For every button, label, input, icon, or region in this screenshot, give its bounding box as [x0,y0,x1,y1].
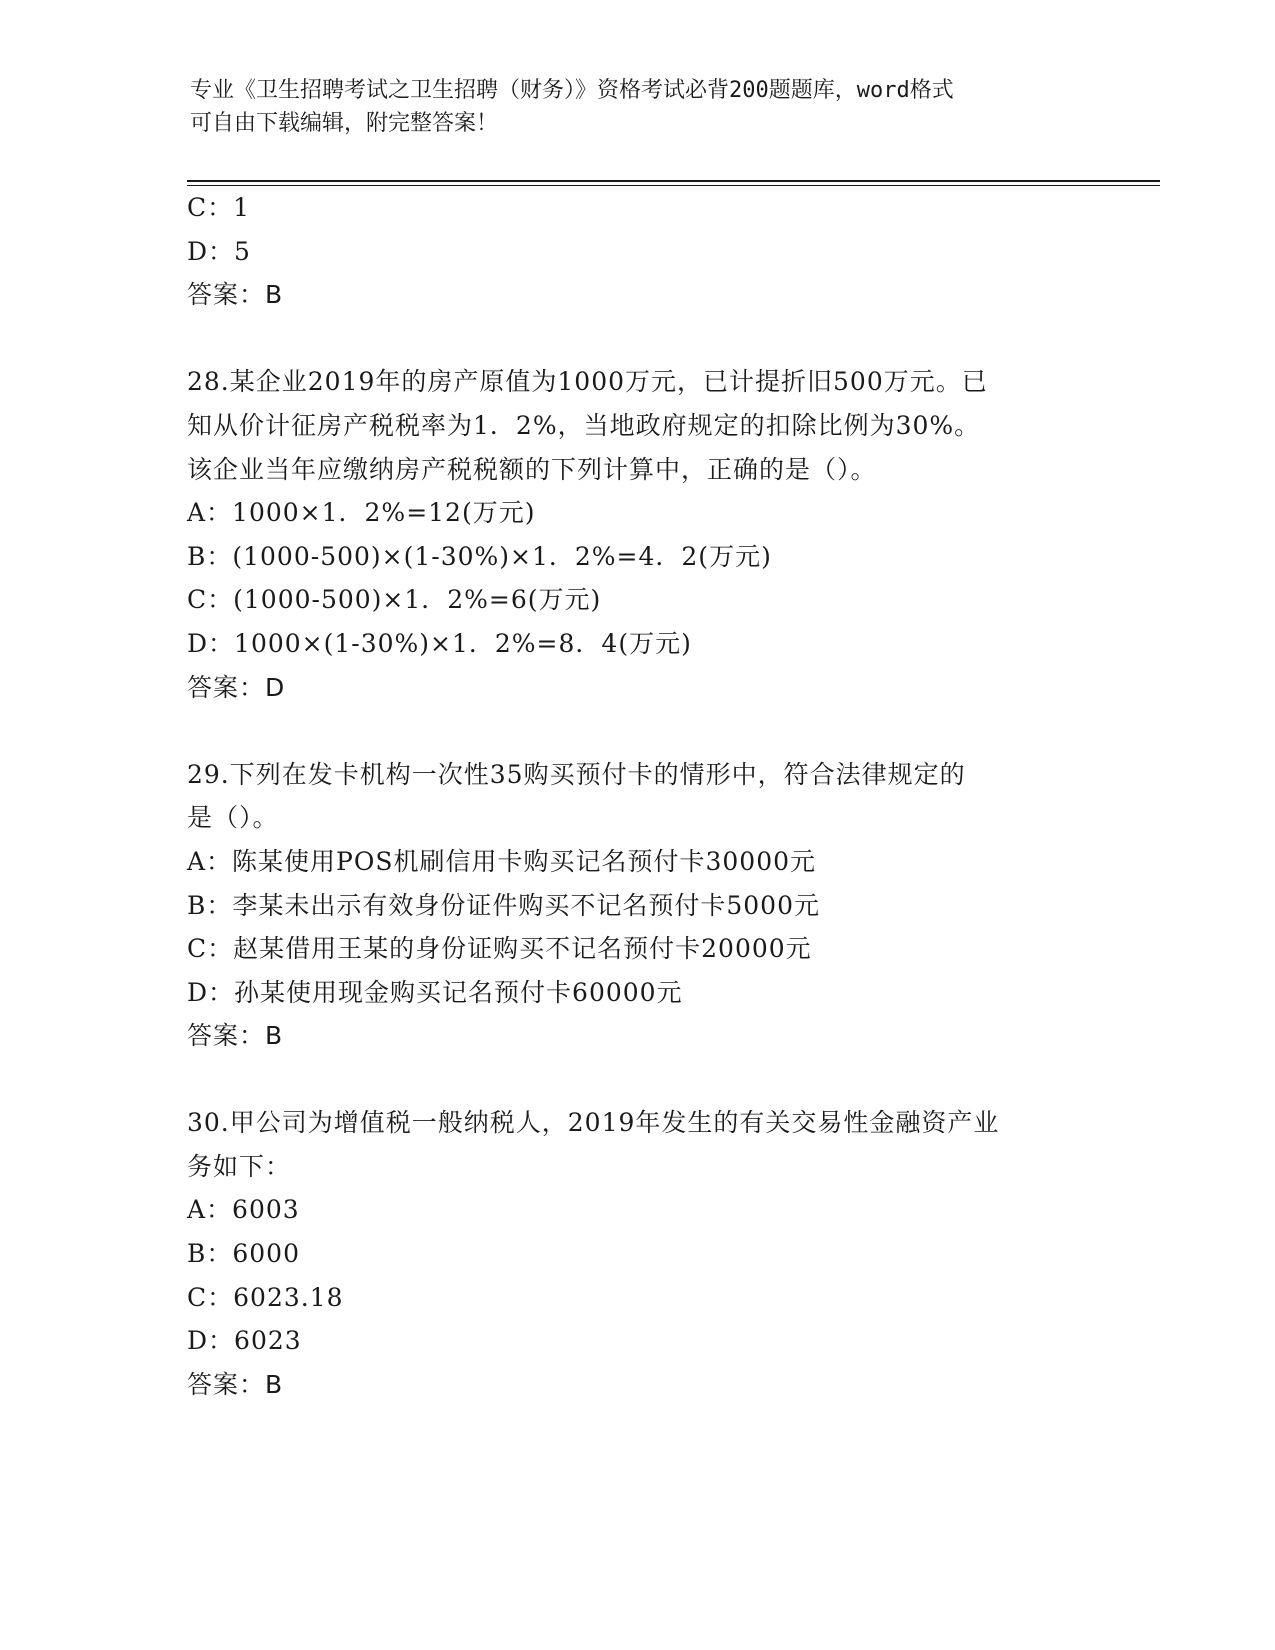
q30-option-c: C：6023.18 [187,1283,344,1312]
header-title-line-1: 专业《卫生招聘考试之卫生招聘（财务）》资格考试必背200题题库，word格式 [190,78,954,103]
q28-option-c: C：(1000-500)×1．2%=6(万元) [187,585,602,614]
q29-stem-line-2: 是（）。 [187,803,279,832]
q30-option-a: A：6003 [187,1195,300,1224]
q29-option-b: B：李某未出示有效身份证件购买不记名预付卡5000元 [187,891,820,920]
q30-stem-line-2: 务如下： [187,1152,292,1181]
q29-answer: 答案：B [187,1021,284,1050]
q29-option-d: D：孙某使用现金购买记名预付卡60000元 [187,978,683,1007]
q28-option-a: A：1000×1．2%=12(万元) [187,498,536,527]
q29-stem-line-1: 29.下列在发卡机构一次性35购买预付卡的情形中，符合法律规定的 [187,760,966,789]
prev-answer: 答案：B [187,280,284,309]
q30-option-b: B：6000 [187,1239,300,1268]
header-title-line-2: 可自由下载编辑，附完整答案！ [190,111,499,136]
q29-option-a: A：陈某使用POS机刷信用卡购买记名预付卡30000元 [187,847,817,876]
q30-answer: 答案：B [187,1370,284,1399]
q28-option-b: B：(1000-500)×(1-30%)×1．2%=4．2(万元) [187,542,772,571]
q30-option-d: D：6023 [187,1326,302,1355]
document-header [190,74,1090,140]
header-rule-thick [187,180,1160,182]
q28-answer: 答案：D [187,673,286,702]
q28-stem-line-1: 28.某企业2019年的房产原值为1000万元，已计提折旧500万元。已 [187,367,988,396]
q28-option-d: D：1000×(1-30%)×1．2%=8．4(万元) [187,629,692,658]
q29-option-c: C：赵某借用王某的身份证购买不记名预付卡20000元 [187,934,812,963]
prev-option-d: D：5 [187,237,251,266]
prev-option-c: C：1 [187,193,251,222]
q28-stem-line-2: 知从价计征房产税税率为1．2%，当地政府规定的扣除比例为30%。 [187,411,981,440]
q30-stem-line-1: 30.甲公司为增值税一般纳税人，2019年发生的有关交易性金融资产业 [187,1108,1000,1137]
q28-stem-line-3: 该企业当年应缴纳房产税税额的下列计算中，正确的是（）。 [187,455,877,484]
header-rule-thin [187,185,1160,186]
